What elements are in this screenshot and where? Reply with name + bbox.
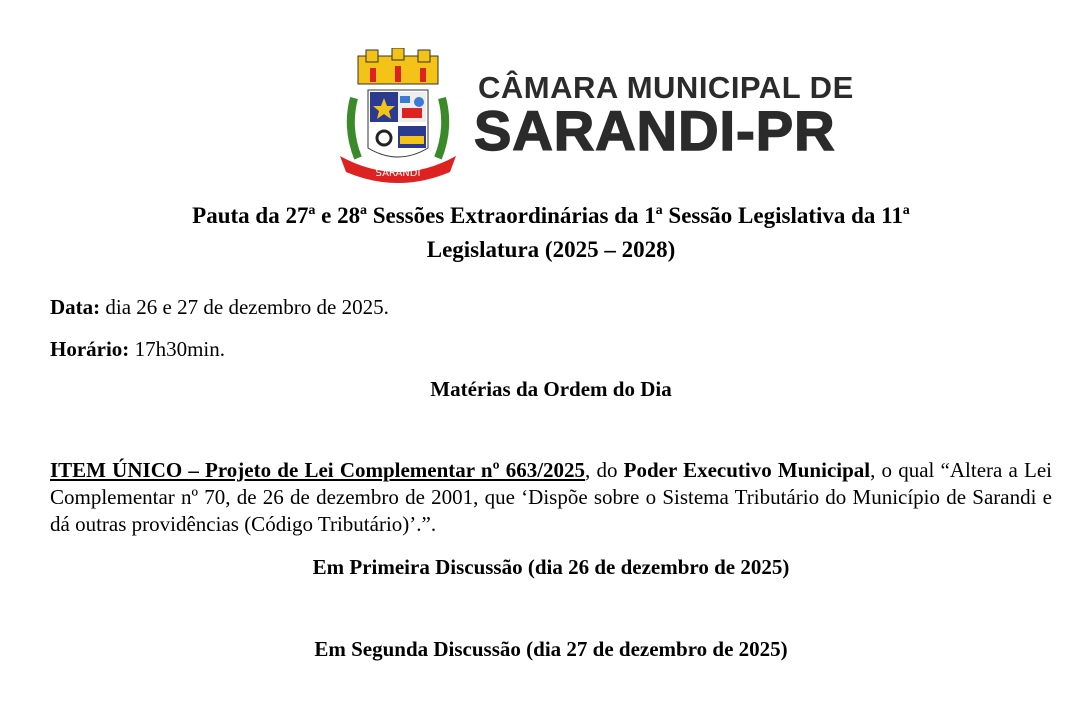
session-time: [50, 337, 225, 362]
coat-of-arms-icon: [336, 48, 461, 183]
seal-text: SARANDI: [375, 168, 421, 179]
document-title: [60, 199, 1042, 267]
item-author: Poder Executivo Municipal: [623, 458, 871, 482]
item-text-2: , o qual “Altera a Lei Complementar nº 70, de 26 de dezembro de 2001, que ‘Dispõe sobre o Sistema Tributário do Município de Sarandi e dá outras providências (Código Tributário)’.”.: [50, 458, 1053, 536]
agenda-item: [50, 457, 1052, 538]
session-date: [50, 295, 389, 320]
time-label: Horário:: [50, 337, 130, 361]
first-discussion: Em Primeira Discussão (dia 26 de dezembro de 2025): [312, 555, 790, 579]
title-line-1: Pauta da 27ª e 28ª Sessões Extraordinárias da 1ª Sessão Legislativa da 11ª: [192, 203, 910, 228]
brand-line-1: CÂMARA MUNICIPAL DE: [478, 70, 854, 105]
time-value: 17h30min.: [129, 337, 225, 361]
item-text-1: , do: [585, 458, 624, 482]
header-logo: [336, 48, 854, 183]
date-value: dia 26 e 27 de dezembro de 2025.: [100, 295, 389, 319]
brand-line-2: SARANDI-PR: [474, 99, 836, 162]
title-line-2: Legislatura (2025 – 2028): [426, 237, 676, 262]
item-title: ITEM ÚNICO – Projeto de Lei Complementar nº 663/2025: [50, 458, 586, 482]
date-label: Data:: [50, 295, 101, 319]
section-heading: Matérias da Ordem do Dia: [430, 377, 672, 401]
second-discussion: Em Segunda Discussão (dia 27 de dezembro de 2025): [314, 637, 788, 661]
